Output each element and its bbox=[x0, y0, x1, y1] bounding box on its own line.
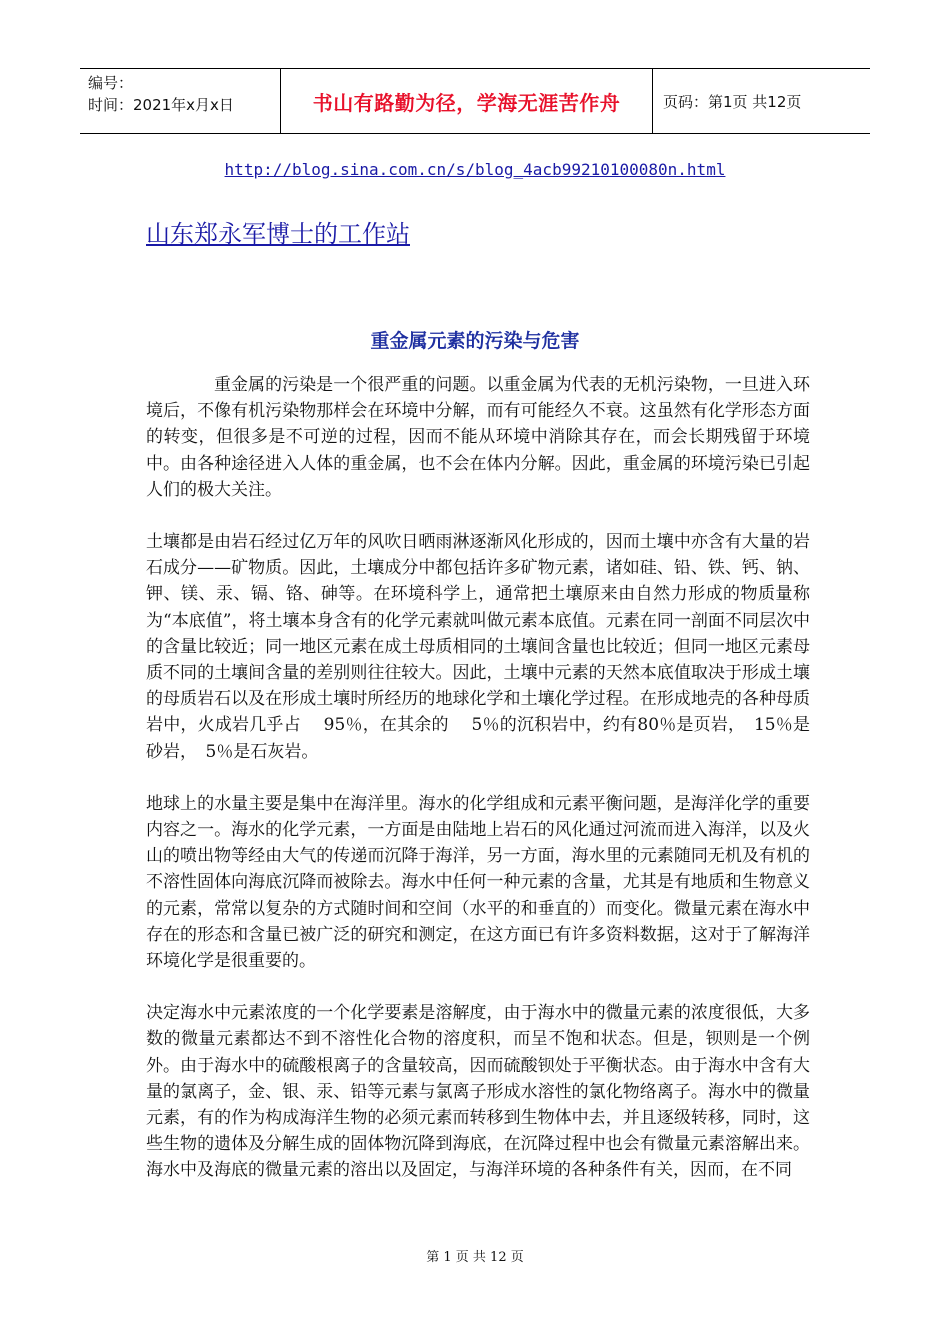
page-footer: 第 1 页 共 12 页 bbox=[426, 1250, 524, 1265]
header-number-label: 编号： bbox=[88, 74, 134, 92]
article-paragraph: 决定海水中元素浓度的一个化学要素是溶解度，由于海水中的微量元素的浓度很低，大多数的微量元素都达不到不溶性化合物的溶度积，而呈不饱和状态。但是，钡则是一个例外。由于海水中的硫酸根离子的含量较高，因而硫酸钡处于平衡状态。由于海水中含有大量的氯离子，金、银、汞、铅等元素与氯离子形成水溶性的氯化物络离子。海水中的微量元素，有的作为构成海洋生物的必须元素而转移到生物体中去，并且逐级转移，同时，这些生物的遗体及分解生成的固体物沉降到海底，在沉降过程中也会有微量元素溶解出来。海水中及海底的微量元素的溶出以及固定，与海洋环境的各种条件有关，因而，在不同 bbox=[146, 1003, 810, 1181]
header-page-label: 页码：第1页 共12页 bbox=[663, 92, 802, 111]
header-time-label: 时间：2021年x月x日 bbox=[88, 96, 234, 114]
article-title: 重金属元素的污染与危害 bbox=[370, 330, 580, 352]
header-info-cell bbox=[80, 69, 280, 133]
article-paragraph: 地球上的水量主要是集中在海洋里。海水的化学组成和元素平衡问题，是海洋化学的重要内容之一。海水的化学元素，一方面是由陆地上岩石的风化通过河流而进入海洋，以及火山的喷出物等经由大气的传递而沉降于海洋，另一方面，海水里的元素随同无机及有机的不溶性固体向海底沉降而被除去。海水中任何一种元素的含量，尤其是有地质和生物意义的元素，常常以复杂的方式随时间和空间（水平的和垂直的）而变化。微量元素在海水中存在的形态和含量已被广泛的研究和测定，在这方面已有许多资料数据，这对于了解海洋环境化学是很重要的。 bbox=[146, 793, 810, 972]
article-body bbox=[146, 372, 810, 1210]
site-title-link[interactable]: 山东郑永军博士的工作站 bbox=[146, 220, 410, 248]
article-paragraph: 重金属的污染是一个很严重的问题。以重金属为代表的无机污染物，一旦进入环境后，不像有机污染物那样会在环境中分解，而有可能经久不衰。这虽然有化学形态方面的转变，但很多是不可逆的过程，因而不能从环境中消除其存在，而会长期残留于环境中。由各种途径进入人体的重金属，也不会在体内分解。因此，重金属的环境污染已引起人们的极大关注。 bbox=[146, 375, 810, 500]
page-header bbox=[80, 68, 870, 134]
header-motto: 书山有路勤为径，学海无涯苦作舟 bbox=[280, 69, 653, 133]
article-paragraph: 土壤都是由岩石经过亿万年的风吹日晒雨淋逐渐风化形成的，因而土壤中亦含有大量的岩石成分——矿物质。因此，土壤成分中都包括许多矿物元素，诸如硅、铅、铁、钙、钠、钾、镁、汞、镉、铬、砷等。在环境科学上，通常把土壤原来由自然力形成的物质量称为“本底值”，将土壤本身含有的化学元素就叫做元素本底值。元素在同一剖面不同层次中的含量比较近；同一地区元素在成土母质相同的土壤间含量也比较近；但同一地区元素母质不同的土壤间含量的差别则往往较大。因此，土壤中元素的天然本底值取决于形成土壤的母质岩石以及在形成土壤时所经历的地球化学和土壤化学过程。在形成地壳的各种母质岩中，火成岩几乎占 95％，在其余的 5％的沉积岩中，约有80％是页岩， 15％是砂岩， 5％是石灰岩。 bbox=[146, 532, 810, 762]
source-url-link[interactable]: http://blog.sina.com.cn/s/blog_4acb99210100080n.html bbox=[224, 160, 726, 179]
